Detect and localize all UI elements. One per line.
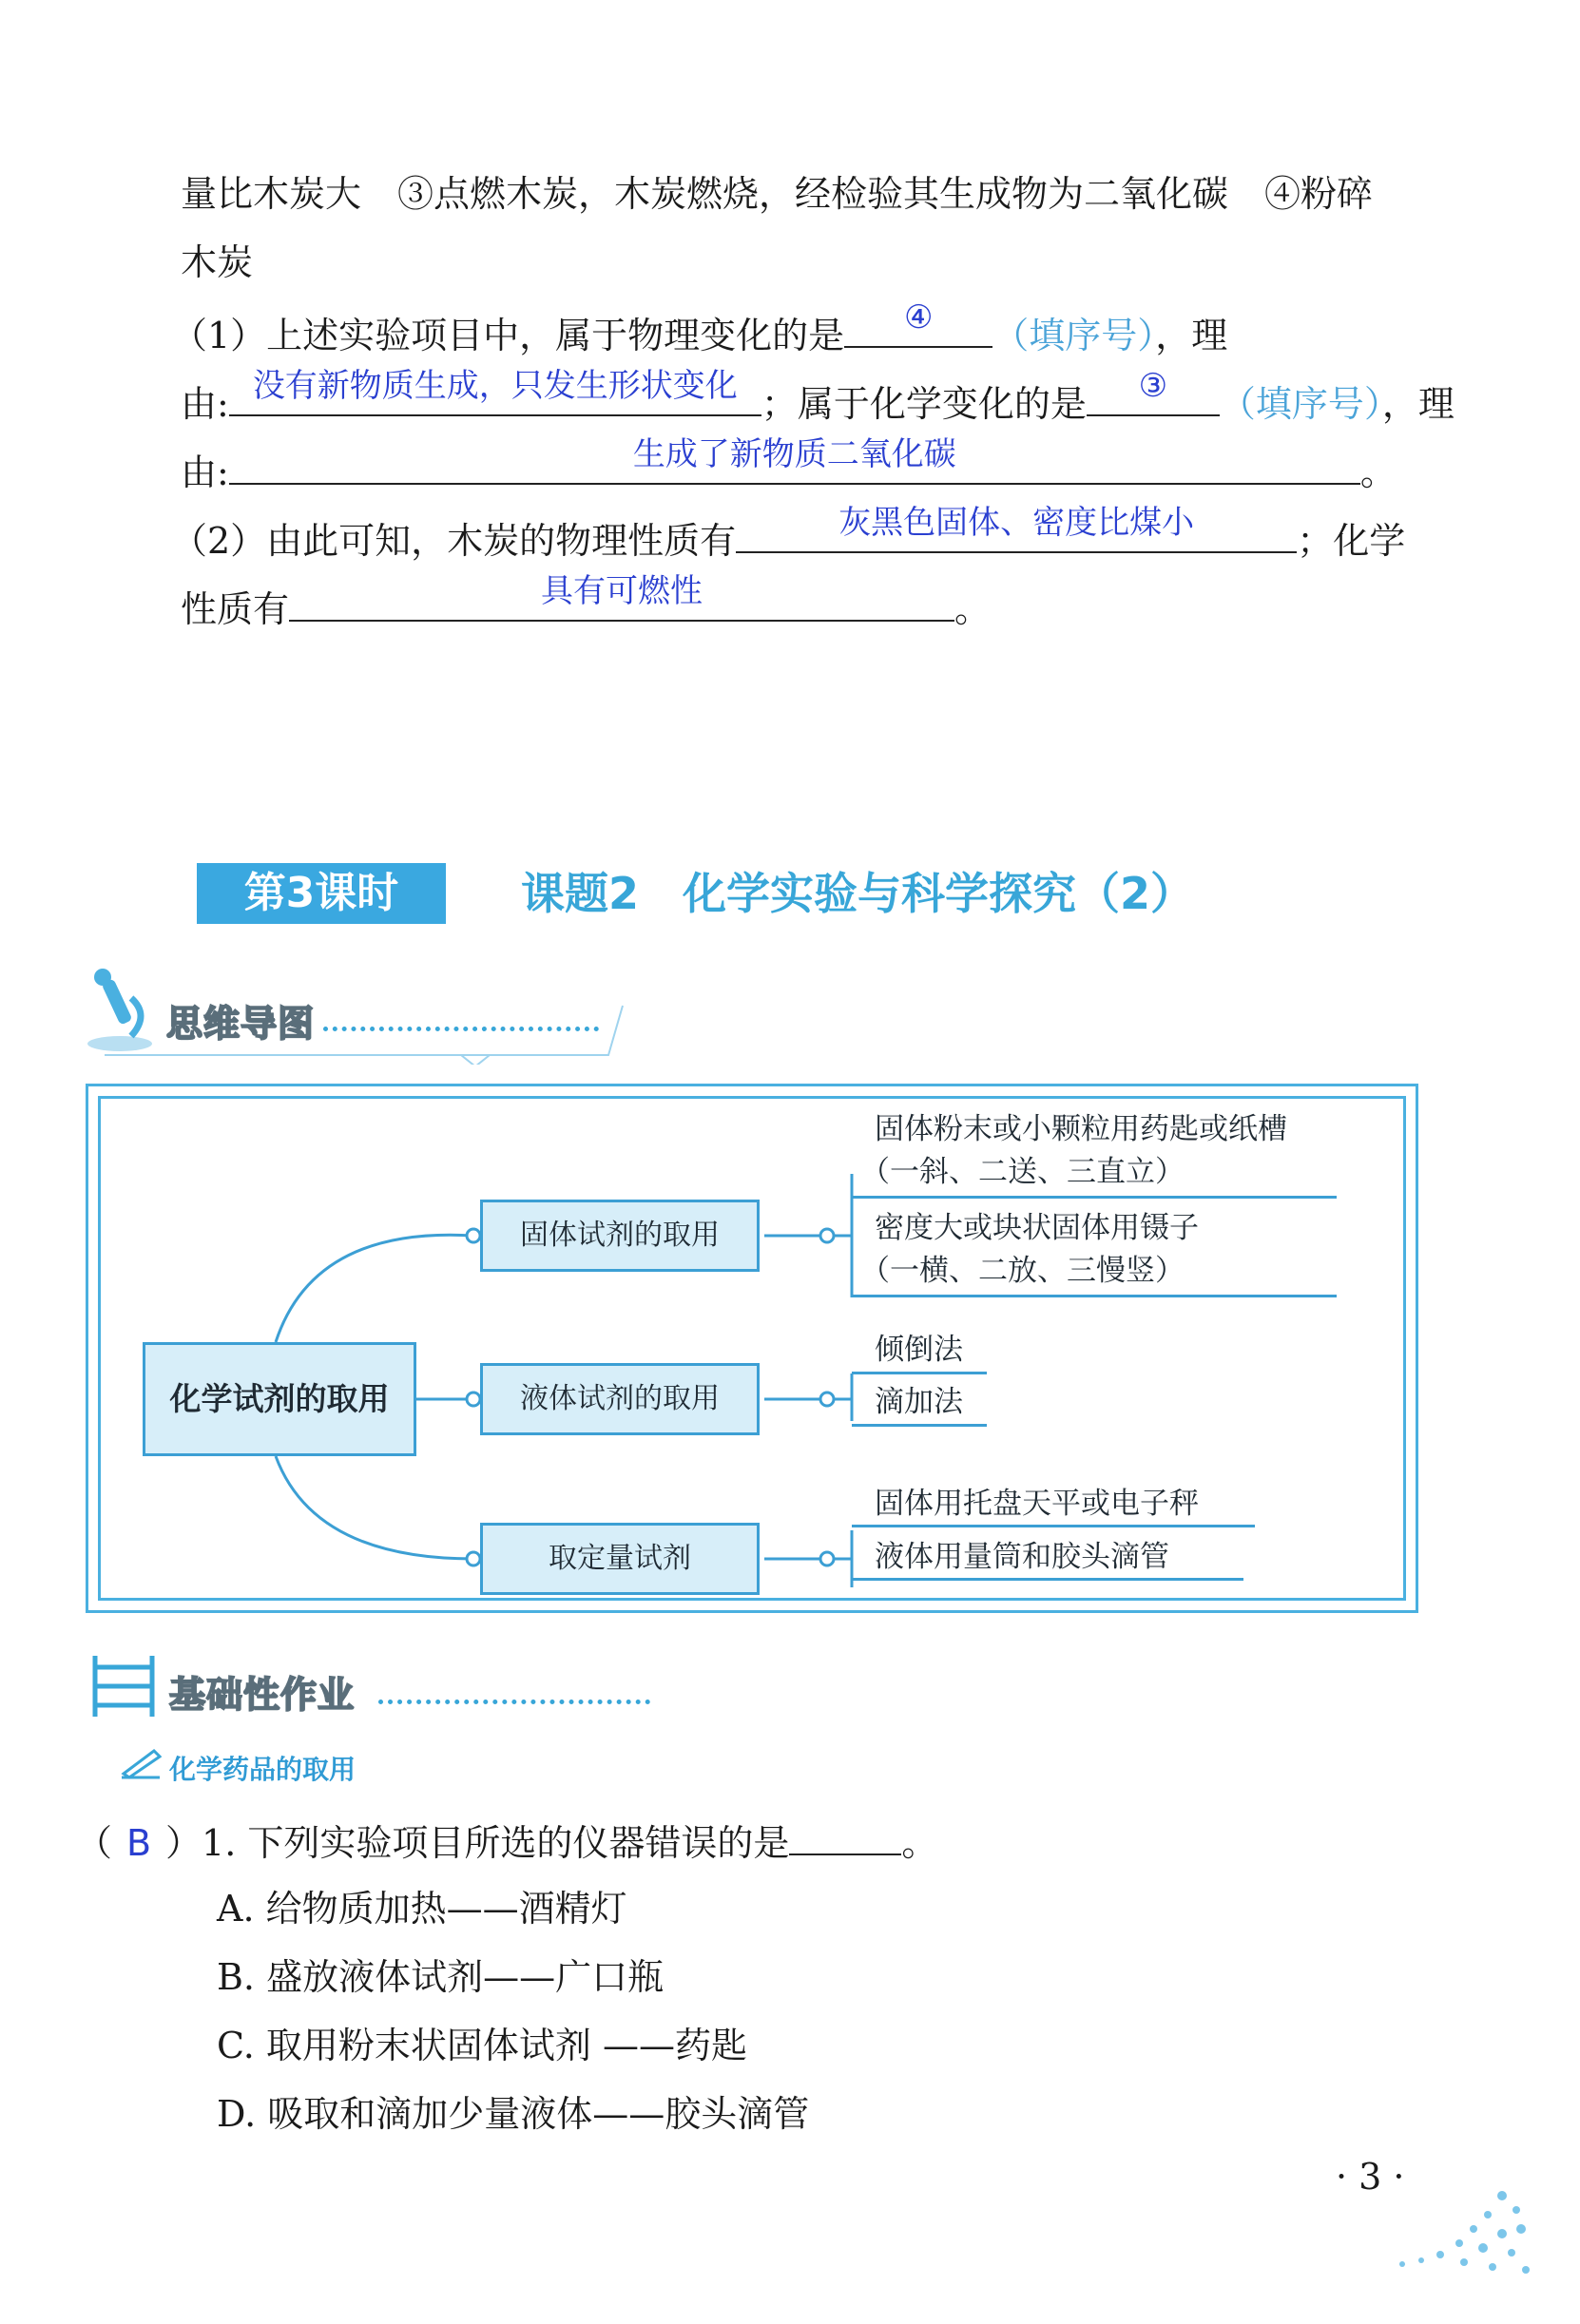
- question-part-2-line-1: [171, 504, 1406, 564]
- pen-icon: [120, 1745, 162, 1779]
- q1-prefix: （1）上述实验项目中，属于物理变化的是: [171, 315, 845, 356]
- mindmap-leaf-underline-5: [852, 1525, 1255, 1527]
- question-1-text: 1. 下列实验项目所选的仪器错误的是: [202, 1822, 790, 1864]
- q2-l2-prefix: 性质有: [181, 588, 290, 630]
- fill-hint-2: （填序号）: [1219, 383, 1382, 425]
- question-part-1-line-2: [181, 367, 1455, 427]
- mindmap-leaf-underline-2: [852, 1295, 1337, 1297]
- question-1-stem: [76, 1815, 937, 1866]
- answer-blank-3[interactable]: [1087, 367, 1220, 416]
- lesson-badge: 第3课时: [197, 863, 446, 924]
- mindmap-leaf-block-tip: （一横、二放、三慢竖）: [860, 1254, 1185, 1288]
- section-mindmap-banner: [95, 998, 627, 1065]
- q1-l2-mid: ；属于化学变化的是: [761, 383, 1087, 425]
- section-mindmap-heading: 思维导图: [166, 1003, 316, 1045]
- mindmap-leaf-powder-tip: （一斜、二送、三直立）: [860, 1155, 1185, 1189]
- q2-l2-end: 。: [954, 588, 992, 630]
- text-line-2: 木炭: [181, 241, 254, 283]
- mindmap-root-node: 化学试剂的取用: [143, 1342, 416, 1456]
- section-homework-heading: 基础性作业: [169, 1674, 356, 1716]
- mindmap-leaf-underline-3: [852, 1372, 987, 1374]
- mindmap-leaf-drop: 滴加法: [875, 1385, 963, 1419]
- mindmap-leaf-block: 密度大或块状固体用镊子: [875, 1211, 1199, 1245]
- mindmap-leaf-underline-1: [852, 1196, 1337, 1199]
- question-1-stem-end: 。: [901, 1822, 938, 1864]
- mindmap-leaf-underline-6: [852, 1578, 1243, 1581]
- text-line-1: 量比木炭大 ③点燃木炭，木炭燃烧，经检验其生成物为二氧化碳 ④粉碎: [181, 173, 1374, 215]
- fill-hint-1: （填序号）: [992, 315, 1156, 356]
- option-a: A. 给物质加热——酒精灯: [217, 1888, 627, 1930]
- page-number: · 3 ·: [1336, 2156, 1405, 2198]
- q1-l3-end: 。: [1359, 451, 1397, 493]
- dots-decoration-icon: [1369, 2177, 1540, 2281]
- section-homework-dots: [378, 1700, 650, 1704]
- reason-label-2: 由:: [181, 451, 229, 493]
- answer-blank-6[interactable]: [289, 572, 954, 622]
- question-1-answer[interactable]: B: [125, 1822, 152, 1864]
- option-b: B. 盛放液体试剂——广口瓶: [217, 1956, 665, 1998]
- mindmap-leaf-powder: 固体粉末或小颗粒用药匙或纸槽: [875, 1112, 1287, 1146]
- reason-label-1: 由:: [181, 383, 229, 425]
- answer-paren-close: ）: [165, 1822, 202, 1864]
- lesson-title: 课题2 化学实验与科学探究（2）: [521, 868, 1195, 919]
- mindmap-branch-quantity: 取定量试剂: [480, 1523, 760, 1595]
- ladder-icon: [86, 1652, 162, 1720]
- mindmap-branch-liquid: 液体试剂的取用: [480, 1363, 760, 1435]
- answer-blank-5[interactable]: [736, 504, 1297, 553]
- answer-blank-2[interactable]: [229, 367, 761, 416]
- question-part-1-line-1: [171, 298, 1228, 358]
- mindmap-leaf-pour: 倾倒法: [875, 1333, 963, 1367]
- q2-prefix: （2）由此可知，木炭的物理性质有: [171, 520, 737, 562]
- question-part-2-line-2: [181, 572, 992, 632]
- answer-4: 生成了新物质二氧化碳: [632, 435, 956, 473]
- answer-6: 具有可燃性: [541, 572, 703, 610]
- answer-2: 没有新物质生成，只发生形状变化: [252, 367, 738, 405]
- subsection-heading: 化学药品的取用: [169, 1754, 356, 1785]
- answer-blank-4[interactable]: [229, 435, 1360, 485]
- option-d: D. 吸取和滴加少量液体——胶头滴管: [217, 2093, 810, 2135]
- q1-l2-end: ，理: [1381, 383, 1455, 425]
- answer-5: 灰黑色固体、密度比煤小: [838, 504, 1195, 542]
- mindmap-leaf-underline-4: [852, 1424, 987, 1427]
- mindmap-leaf-balance: 固体用托盘天平或电子秤: [875, 1487, 1199, 1521]
- answer-1: ④: [903, 298, 934, 336]
- answer-paren-open: （: [76, 1822, 113, 1864]
- question-part-1-line-3: [181, 435, 1397, 495]
- answer-3: ③: [1138, 367, 1168, 405]
- q1-mid: ，理: [1155, 315, 1228, 356]
- question-1-blank[interactable]: [789, 1815, 901, 1855]
- q2-mid: ；化学: [1297, 520, 1406, 562]
- answer-blank-1[interactable]: [844, 298, 992, 348]
- option-c: C. 取用粉末状固体试剂 ——药匙: [217, 2025, 747, 2066]
- mindmap-branch-solid: 固体试剂的取用: [480, 1200, 760, 1272]
- mindmap-leaf-cylinder: 液体用量筒和胶头滴管: [875, 1540, 1169, 1574]
